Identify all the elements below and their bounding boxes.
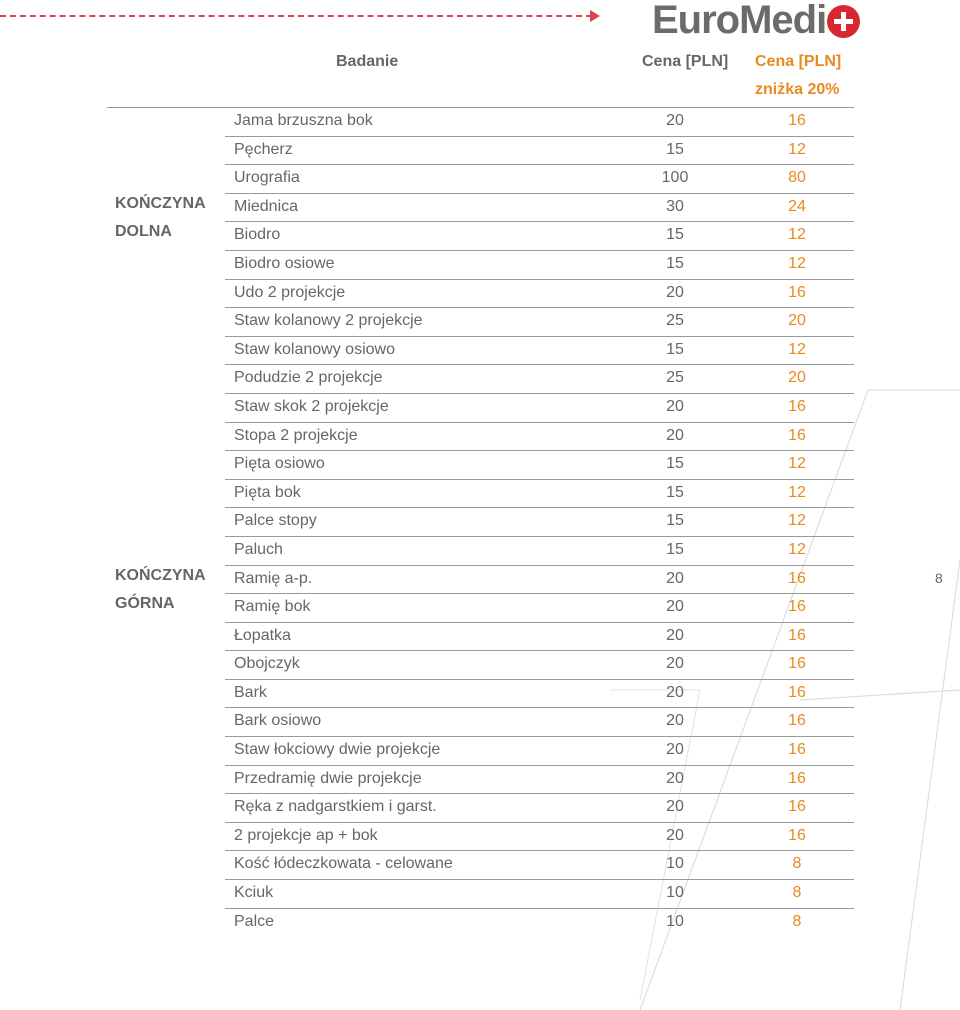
row-discount-price: 12 xyxy=(788,226,806,244)
row-name: Bark xyxy=(234,683,267,701)
row-name: 2 projekcje ap + bok xyxy=(234,826,378,844)
row-price: 15 xyxy=(666,140,684,158)
row-name: Staw kolanowy osiowo xyxy=(234,340,395,358)
row-discount-price: 12 xyxy=(788,540,806,558)
table-row xyxy=(225,165,854,194)
row-discount-price: 8 xyxy=(792,855,802,873)
row-price: 10 xyxy=(666,855,684,873)
row-name: Stopa 2 projekcje xyxy=(234,426,358,444)
row-discount-price: 16 xyxy=(788,426,806,444)
row-price: 10 xyxy=(666,884,684,902)
row-price: 20 xyxy=(666,598,684,616)
row-name: Ręka z nadgarstkiem i garst. xyxy=(234,798,437,816)
row-discount-price: 20 xyxy=(788,312,806,330)
row-price: 20 xyxy=(666,798,684,816)
row-price: 100 xyxy=(661,169,689,187)
group-label-lower-2: DOLNA xyxy=(115,223,172,240)
row-name: Staw łokciowy dwie projekcje xyxy=(234,741,441,759)
table-row xyxy=(225,194,854,223)
row-name: Udo 2 projekcje xyxy=(234,283,346,301)
table-row xyxy=(225,737,854,766)
table-row xyxy=(225,880,854,909)
row-name: Obojczyk xyxy=(234,655,300,673)
row-discount-price: 12 xyxy=(788,455,806,473)
row-discount-price: 16 xyxy=(788,683,806,701)
row-price: 20 xyxy=(666,626,684,644)
table-row xyxy=(225,137,854,166)
row-name: Biodro osiowe xyxy=(234,254,335,272)
table-row xyxy=(225,108,854,137)
table-row xyxy=(225,280,854,309)
row-name: Bark osiowo xyxy=(234,712,322,730)
row-discount-price: 12 xyxy=(788,254,806,272)
row-discount-price: 16 xyxy=(788,826,806,844)
column-header-discount-note: zniżka 20% xyxy=(755,81,840,98)
table-row xyxy=(225,508,854,537)
row-name: Przedramię dwie projekcje xyxy=(234,769,422,787)
row-discount-price: 12 xyxy=(788,140,806,158)
table-row xyxy=(225,680,854,709)
row-discount-price: 16 xyxy=(788,769,806,787)
row-price: 20 xyxy=(666,426,684,444)
row-discount-price: 8 xyxy=(792,884,802,902)
row-price: 20 xyxy=(666,655,684,673)
table-row xyxy=(225,851,854,880)
row-name: Kość łódeczkowata - celowane xyxy=(234,855,453,873)
row-name: Paluch xyxy=(234,540,283,558)
row-name: Staw skok 2 projekcje xyxy=(234,397,389,415)
group-label-lower-1: KOŃCZYNA xyxy=(115,195,206,212)
group-label-upper-1: KOŃCZYNA xyxy=(115,567,206,584)
row-price: 30 xyxy=(666,197,684,215)
row-price: 15 xyxy=(666,226,684,244)
table-row xyxy=(225,823,854,852)
row-price: 15 xyxy=(666,254,684,272)
column-header-discount: Cena [PLN] xyxy=(755,53,842,70)
table-row xyxy=(225,337,854,366)
row-price: 25 xyxy=(666,369,684,387)
table-row xyxy=(225,651,854,680)
row-name: Pięta bok xyxy=(234,483,301,501)
column-header-name: Badanie xyxy=(336,53,399,70)
arrow-right-icon xyxy=(590,10,600,22)
price-table xyxy=(225,108,854,936)
row-name: Łopatka xyxy=(234,626,291,644)
row-discount-price: 8 xyxy=(792,912,802,930)
row-price: 20 xyxy=(666,826,684,844)
table-row xyxy=(225,365,854,394)
row-name: Kciuk xyxy=(234,884,274,902)
row-price: 25 xyxy=(666,312,684,330)
row-price: 15 xyxy=(666,540,684,558)
row-price: 20 xyxy=(666,712,684,730)
table-row xyxy=(225,909,854,937)
row-discount-price: 80 xyxy=(788,169,806,187)
table-row xyxy=(225,251,854,280)
header-dashed-line xyxy=(0,15,592,17)
row-discount-price: 24 xyxy=(788,197,806,215)
row-discount-price: 16 xyxy=(788,569,806,587)
row-name: Urografia xyxy=(234,169,300,187)
table-row xyxy=(225,766,854,795)
row-price: 15 xyxy=(666,455,684,473)
page-number: 8 xyxy=(935,570,943,586)
row-price: 15 xyxy=(666,483,684,501)
row-discount-price: 16 xyxy=(788,626,806,644)
row-discount-price: 20 xyxy=(788,369,806,387)
row-price: 20 xyxy=(666,683,684,701)
row-name: Palce xyxy=(234,912,275,930)
column-header-price: Cena [PLN] xyxy=(642,53,729,70)
row-name: Miednica xyxy=(234,197,299,215)
row-name: Ramię bok xyxy=(234,598,311,616)
row-price: 20 xyxy=(666,397,684,415)
row-name: Pęcherz xyxy=(234,140,293,158)
table-row xyxy=(225,308,854,337)
row-name: Jama brzuszna bok xyxy=(234,112,373,129)
row-discount-price: 16 xyxy=(788,112,806,129)
row-name: Staw kolanowy 2 projekcje xyxy=(234,312,423,330)
table-row xyxy=(225,423,854,452)
row-price: 20 xyxy=(666,283,684,301)
euromedic-logo xyxy=(652,0,860,42)
table-row xyxy=(225,222,854,251)
row-name: Pięta osiowo xyxy=(234,455,325,473)
row-discount-price: 16 xyxy=(788,655,806,673)
table-row xyxy=(225,480,854,509)
row-price: 15 xyxy=(666,340,684,358)
row-discount-price: 12 xyxy=(788,512,806,530)
table-row xyxy=(225,594,854,623)
row-price: 10 xyxy=(666,912,684,930)
row-discount-price: 16 xyxy=(788,712,806,730)
row-name: Ramię a-p. xyxy=(234,569,313,587)
row-name: Podudzie 2 projekcje xyxy=(234,369,383,387)
row-discount-price: 16 xyxy=(788,598,806,616)
row-discount-price: 16 xyxy=(788,798,806,816)
row-price: 20 xyxy=(666,112,684,129)
row-discount-price: 16 xyxy=(788,397,806,415)
red-cross-circle-icon xyxy=(827,5,860,38)
row-price: 20 xyxy=(666,741,684,759)
row-discount-price: 12 xyxy=(788,483,806,501)
table-row xyxy=(225,623,854,652)
logo-text: EuroMedi xyxy=(652,0,827,42)
table-row xyxy=(225,451,854,480)
row-price: 15 xyxy=(666,512,684,530)
row-discount-price: 16 xyxy=(788,283,806,301)
row-discount-price: 16 xyxy=(788,741,806,759)
group-label-upper-2: GÓRNA xyxy=(115,595,175,612)
row-price: 20 xyxy=(666,769,684,787)
row-name: Palce stopy xyxy=(234,512,317,530)
table-row xyxy=(225,794,854,823)
table-row xyxy=(225,394,854,423)
row-discount-price: 12 xyxy=(788,340,806,358)
row-name: Biodro xyxy=(234,226,281,244)
row-price: 20 xyxy=(666,569,684,587)
table-row xyxy=(225,537,854,566)
table-row xyxy=(225,566,854,595)
table-row xyxy=(225,708,854,737)
